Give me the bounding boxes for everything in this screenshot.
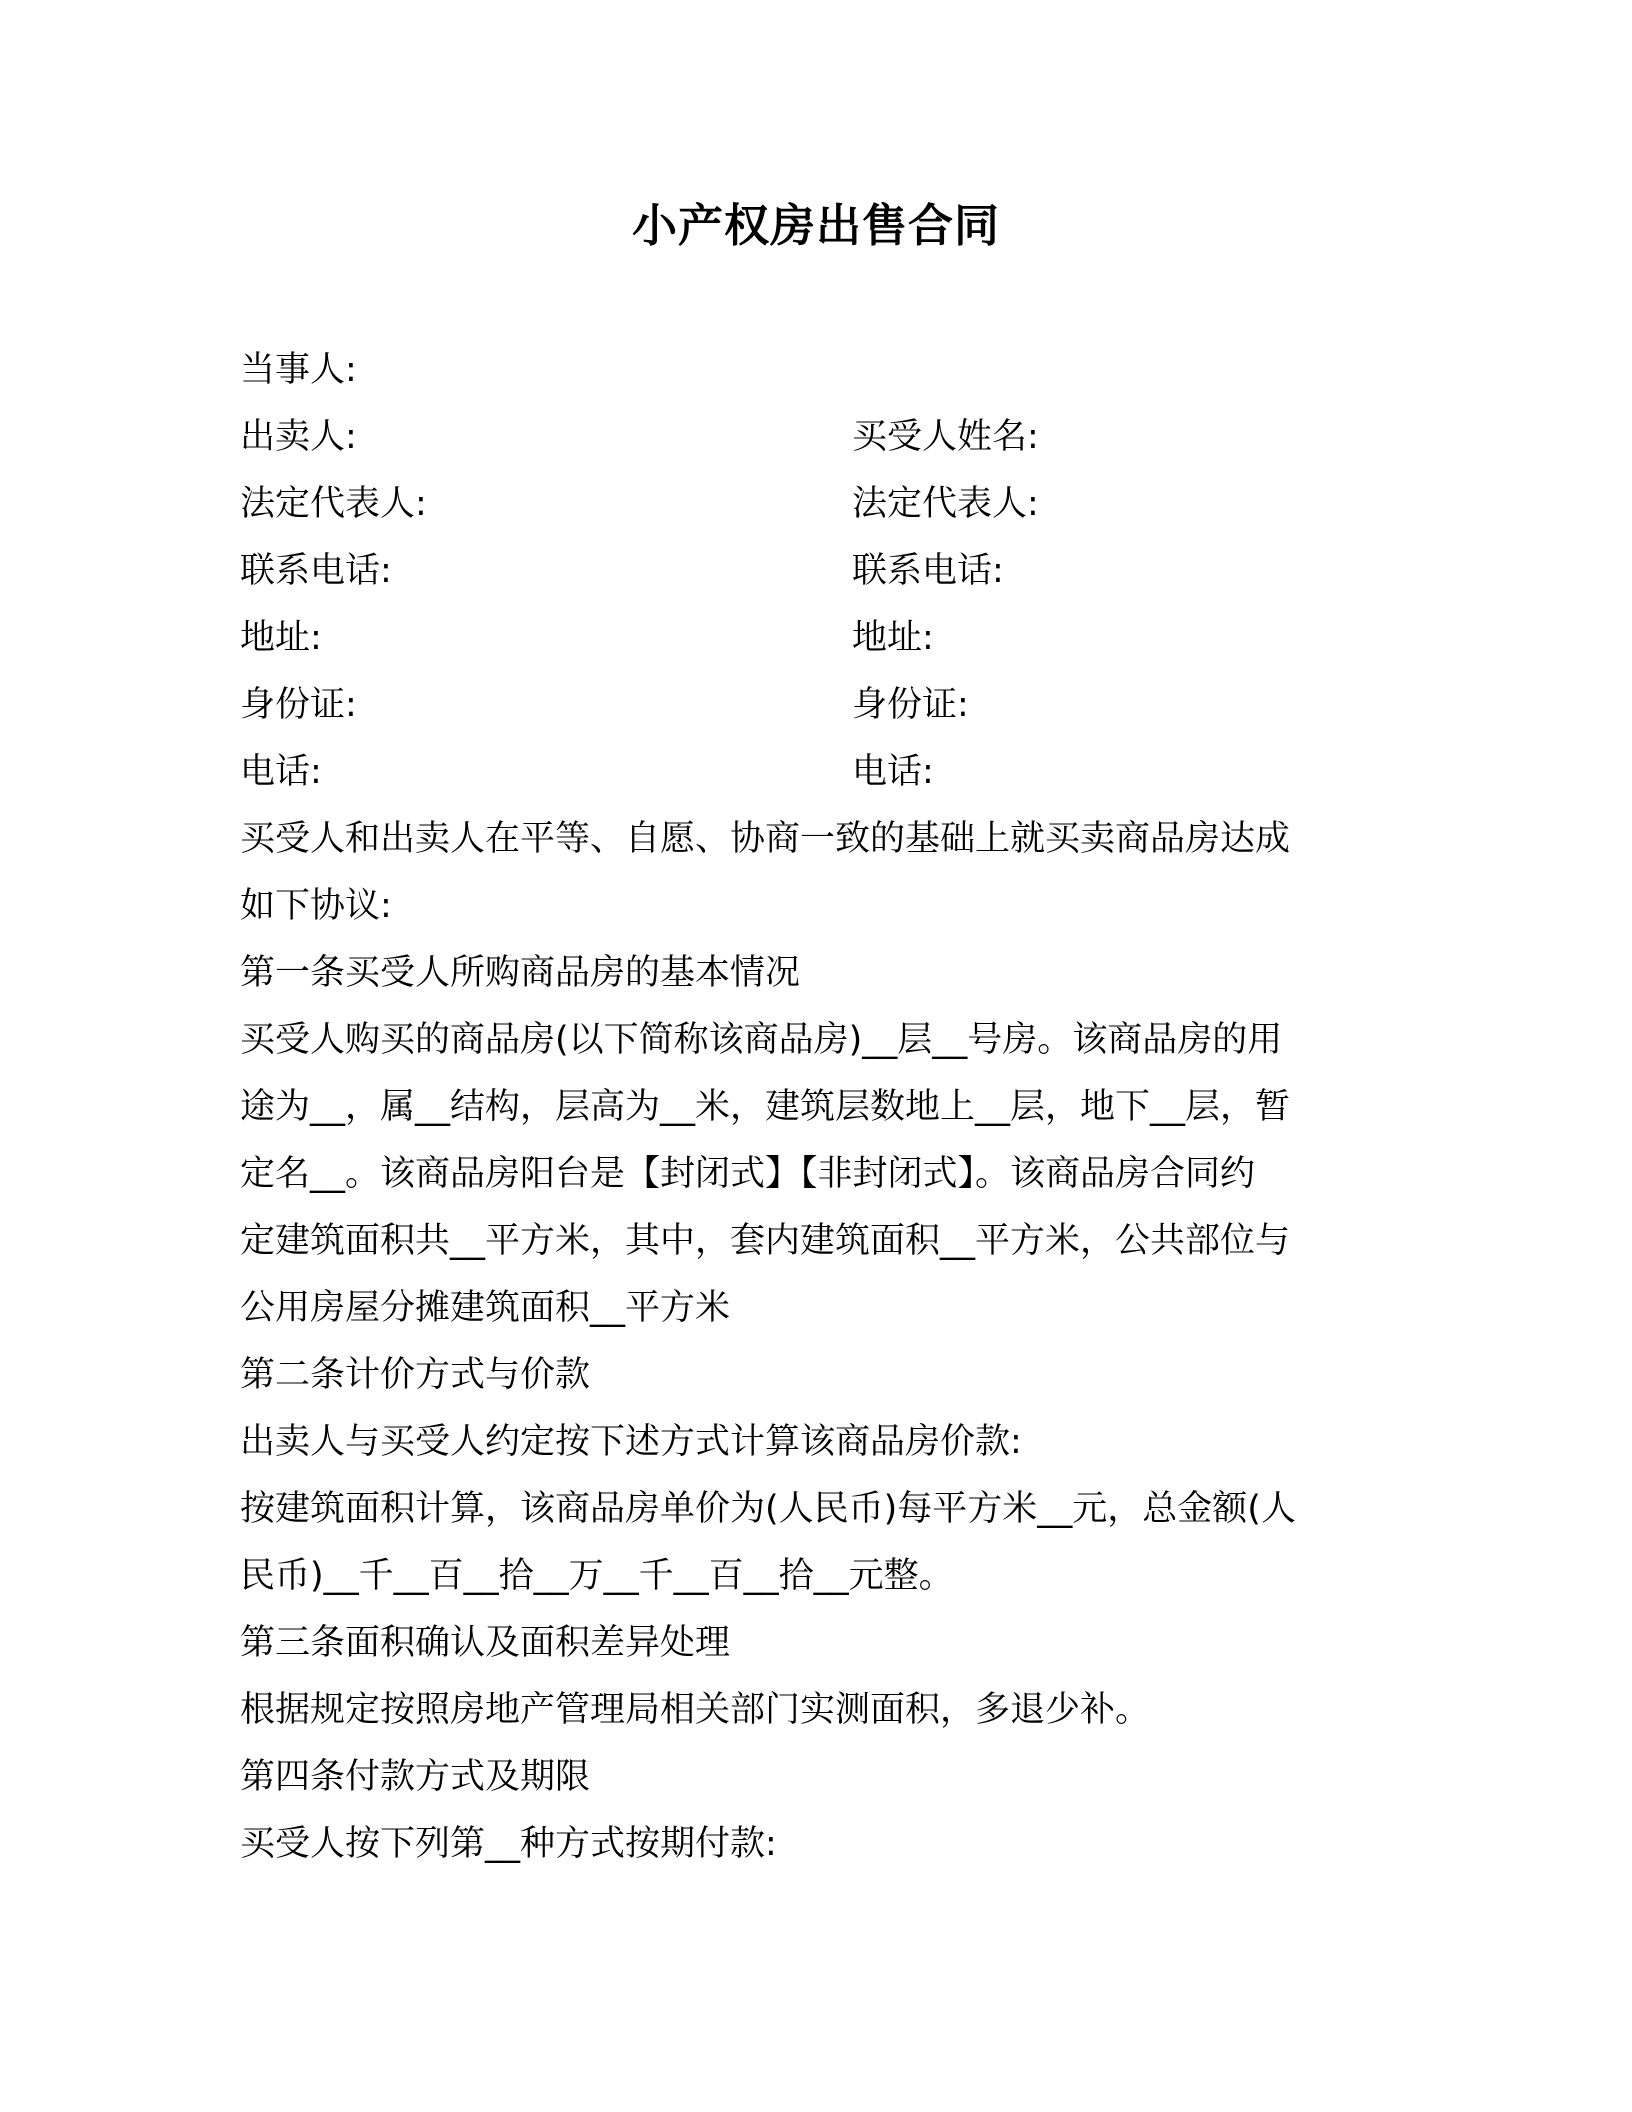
article-2-line-2: 按建筑面积计算，该商品房单价为(人民币)每平方米__元，总金额(人 (240, 1489, 1296, 1529)
article-2-line-3: 民币)__千__百__拾__万__千__百__拾__元整。 (240, 1556, 954, 1596)
intro-paragraph-line-1: 买受人和出卖人在平等、自愿、协商一致的基础上就买卖商品房达成 (240, 819, 1291, 859)
article-4-line-1: 买受人按下列第__种方式按期付款: (240, 1824, 777, 1864)
id-card-row (240, 672, 1392, 739)
seller-contact-phone-label: 联系电话: (240, 551, 392, 591)
document-title: 小产权房出售合同 (631, 199, 1000, 252)
buyer-telephone-label: 电话: (852, 752, 934, 792)
buyer-id-label: 身份证: (852, 685, 969, 725)
article-4-heading: 第四条付款方式及期限 (240, 1757, 591, 1797)
article-1-line-1: 买受人购买的商品房(以下简称该商品房)__层__号房。该商品房的用 (240, 1020, 1283, 1060)
buyer-name-label: 买受人姓名: (852, 417, 1039, 457)
article-1-line-5: 公用房屋分摊建筑面积__平方米 (240, 1288, 731, 1328)
article-2-heading: 第二条计价方式与价款 (240, 1355, 591, 1395)
contact-phone-row (240, 538, 1392, 605)
article-1-line-3: 定名__。该商品房阳台是【封闭式】【非封闭式】。该商品房合同约 (240, 1154, 1256, 1194)
address-row (240, 605, 1392, 672)
buyer-contact-phone-label: 联系电话: (852, 551, 1004, 591)
parties-heading: 当事人: (240, 350, 357, 390)
article-1-line-4: 定建筑面积共__平方米，其中，套内建筑面积__平方米，公共部位与 (240, 1221, 1291, 1261)
article-3-line-1: 根据规定按照房地产管理局相关部门实测面积，多退少补。 (240, 1690, 1151, 1730)
seller-telephone-label: 电话: (240, 752, 322, 792)
telephone-row (240, 739, 1392, 806)
seller-id-label: 身份证: (240, 685, 357, 725)
representative-row (240, 471, 1392, 538)
intro-paragraph-line-2: 如下协议: (240, 886, 392, 926)
seller-address-label: 地址: (240, 618, 322, 658)
article-1-line-2: 途为__，属__结构，层高为__米，建筑层数地上__层，地下__层，暂 (240, 1087, 1291, 1127)
seller-representative-label: 法定代表人: (240, 484, 427, 524)
article-3-heading: 第三条面积确认及面积差异处理 (240, 1623, 731, 1663)
document-body (240, 337, 1392, 1878)
article-1-heading: 第一条买受人所购商品房的基本情况 (240, 953, 801, 993)
article-2-line-1: 出卖人与买受人约定按下述方式计算该商品房价款: (240, 1422, 1022, 1462)
seller-label: 出卖人: (240, 417, 357, 457)
seller-buyer-row (240, 404, 1392, 471)
buyer-address-label: 地址: (852, 618, 934, 658)
buyer-representative-label: 法定代表人: (852, 484, 1039, 524)
